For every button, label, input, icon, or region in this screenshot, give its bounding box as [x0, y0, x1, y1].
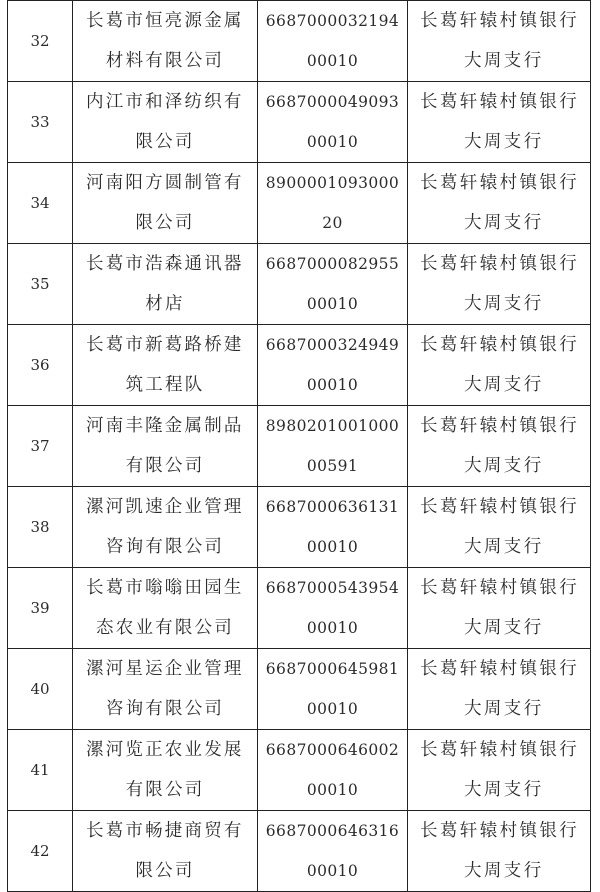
account-number	[258, 244, 408, 325]
company-name	[73, 811, 258, 892]
bank-name-line-2: 大周支行	[464, 51, 544, 71]
company-name	[73, 1, 258, 82]
bank-name	[408, 406, 591, 487]
row-number	[8, 163, 73, 244]
company-name-line-1: 河南阳方圆制管有	[86, 173, 244, 193]
table-row	[8, 568, 591, 649]
company-name	[73, 649, 258, 730]
account-number-line-1: 6687000645981	[265, 660, 400, 678]
account-number-line-2: 00010	[306, 862, 359, 880]
account-number	[258, 1, 408, 82]
account-number-line-2: 00010	[306, 538, 359, 556]
bank-name	[408, 811, 591, 892]
account-number-line-1: 6687000032194	[265, 12, 400, 30]
bank-name-line-2: 大周支行	[464, 213, 544, 233]
company-name	[73, 406, 258, 487]
row-number	[8, 82, 73, 163]
account-number	[258, 406, 408, 487]
company-name-line-1: 内江市和泽纺织有	[86, 92, 244, 112]
bank-name-line-1: 长葛轩辕村镇银行	[420, 254, 580, 274]
company-name	[73, 244, 258, 325]
bank-name	[408, 325, 591, 406]
company-name-line-2: 态农业有限公司	[96, 618, 234, 638]
table-row	[8, 163, 591, 244]
table-row	[8, 244, 591, 325]
row-number	[8, 487, 73, 568]
company-name-line-2: 限公司	[135, 213, 195, 233]
row-number	[8, 730, 73, 811]
company-name	[73, 730, 258, 811]
account-number	[258, 730, 408, 811]
company-name-line-2: 材店	[145, 294, 185, 314]
row-number	[8, 811, 73, 892]
row-number-line-1: 37	[30, 437, 50, 455]
row-number-line-1: 32	[30, 32, 50, 50]
company-name-line-1: 漯河星运企业管理	[86, 659, 244, 679]
account-number-line-1: 6687000543954	[265, 579, 400, 597]
bank-name-line-2: 大周支行	[464, 132, 544, 152]
account-number	[258, 811, 408, 892]
bank-name	[408, 244, 591, 325]
row-number	[8, 244, 73, 325]
row-number-line-1: 42	[30, 842, 50, 860]
company-name-line-2: 限公司	[135, 132, 195, 152]
table-row	[8, 811, 591, 892]
account-number	[258, 163, 408, 244]
row-number-line-1: 39	[30, 599, 50, 617]
account-number-line-2: 00010	[306, 133, 359, 151]
table-row	[8, 649, 591, 730]
bank-name-line-2: 大周支行	[464, 375, 544, 395]
company-name-line-2: 咨询有限公司	[105, 537, 225, 557]
account-number-line-1: 6687000049093	[265, 93, 400, 111]
account-number-line-2: 00010	[306, 700, 359, 718]
company-name-line-1: 长葛市恒亮源金属	[86, 11, 244, 31]
company-name-line-1: 漯河览正农业发展	[86, 740, 244, 760]
bank-name-line-1: 长葛轩辕村镇银行	[420, 821, 580, 841]
bank-name-line-2: 大周支行	[464, 294, 544, 314]
account-number-line-2: 00591	[306, 457, 359, 475]
table-row	[8, 325, 591, 406]
company-name-line-2: 有限公司	[125, 780, 205, 800]
bank-name	[408, 1, 591, 82]
bank-name-line-2: 大周支行	[464, 699, 544, 719]
bank-name	[408, 163, 591, 244]
bank-name-line-2: 大周支行	[464, 456, 544, 476]
company-name	[73, 568, 258, 649]
row-number	[8, 406, 73, 487]
bank-name-line-1: 长葛轩辕村镇银行	[420, 416, 580, 436]
bank-name-line-1: 长葛轩辕村镇银行	[420, 92, 580, 112]
account-number-line-2: 00010	[306, 52, 359, 70]
bank-name-line-1: 长葛轩辕村镇银行	[420, 659, 580, 679]
account-number-line-1: 6687000646002	[265, 741, 400, 759]
row-number	[8, 1, 73, 82]
account-number	[258, 82, 408, 163]
company-name-line-1: 长葛市畅捷商贸有	[86, 821, 244, 841]
account-table	[7, 0, 591, 892]
company-name-line-1: 漯河凯速企业管理	[86, 497, 244, 517]
row-number-line-1: 35	[30, 275, 50, 293]
table-row	[8, 1, 591, 82]
company-name-line-1: 河南丰隆金属制品	[86, 416, 244, 436]
account-number	[258, 649, 408, 730]
company-name-line-1: 长葛市新葛路桥建	[86, 335, 244, 355]
table-row	[8, 730, 591, 811]
bank-name-line-1: 长葛轩辕村镇银行	[420, 740, 580, 760]
company-name-line-2: 材料有限公司	[105, 51, 225, 71]
account-number	[258, 487, 408, 568]
account-number-line-1: 6687000646316	[265, 822, 400, 840]
company-name-line-1: 长葛市浩森通讯器	[86, 254, 244, 274]
bank-name-line-2: 大周支行	[464, 861, 544, 881]
bank-name-line-2: 大周支行	[464, 780, 544, 800]
company-name-line-2: 咨询有限公司	[105, 699, 225, 719]
bank-name-line-1: 长葛轩辕村镇银行	[420, 497, 580, 517]
row-number-line-1: 38	[30, 518, 50, 536]
account-number-line-1: 6687000324949	[265, 336, 400, 354]
row-number	[8, 325, 73, 406]
account-number-line-2: 20	[322, 214, 343, 232]
bank-name-line-2: 大周支行	[464, 537, 544, 557]
account-number-line-2: 00010	[306, 295, 359, 313]
account-number-line-2: 00010	[306, 376, 359, 394]
bank-name	[408, 568, 591, 649]
bank-name	[408, 487, 591, 568]
bank-name	[408, 82, 591, 163]
company-name	[73, 82, 258, 163]
account-number	[258, 568, 408, 649]
row-number-line-1: 34	[30, 194, 50, 212]
row-number-line-1: 36	[30, 356, 50, 374]
company-name-line-1: 长葛市嗡嗡田园生	[86, 578, 244, 598]
row-number	[8, 568, 73, 649]
company-name-line-2: 筑工程队	[125, 375, 205, 395]
bank-name-line-2: 大周支行	[464, 618, 544, 638]
bank-name-line-1: 长葛轩辕村镇银行	[420, 11, 580, 31]
bank-name	[408, 730, 591, 811]
account-number-line-2: 00010	[306, 619, 359, 637]
account-number-line-2: 00010	[306, 781, 359, 799]
company-name-line-2: 限公司	[135, 861, 195, 881]
company-name-line-2: 有限公司	[125, 456, 205, 476]
bank-name	[408, 649, 591, 730]
bank-name-line-1: 长葛轩辕村镇银行	[420, 335, 580, 355]
table-row	[8, 82, 591, 163]
table-row	[8, 406, 591, 487]
account-number-line-1: 6687000082955	[265, 255, 400, 273]
row-number-line-1: 41	[30, 761, 50, 779]
account-table-body	[8, 1, 591, 892]
bank-name-line-1: 长葛轩辕村镇银行	[420, 578, 580, 598]
account-number-line-1: 8900001093000	[265, 174, 400, 192]
company-name	[73, 163, 258, 244]
table-row	[8, 487, 591, 568]
bank-name-line-1: 长葛轩辕村镇银行	[420, 173, 580, 193]
account-number	[258, 325, 408, 406]
account-number-line-1: 8980201001000	[265, 417, 400, 435]
row-number-line-1: 40	[30, 680, 50, 698]
company-name	[73, 325, 258, 406]
account-number-line-1: 6687000636131	[265, 498, 400, 516]
row-number	[8, 649, 73, 730]
company-name	[73, 487, 258, 568]
row-number-line-1: 33	[30, 113, 50, 131]
